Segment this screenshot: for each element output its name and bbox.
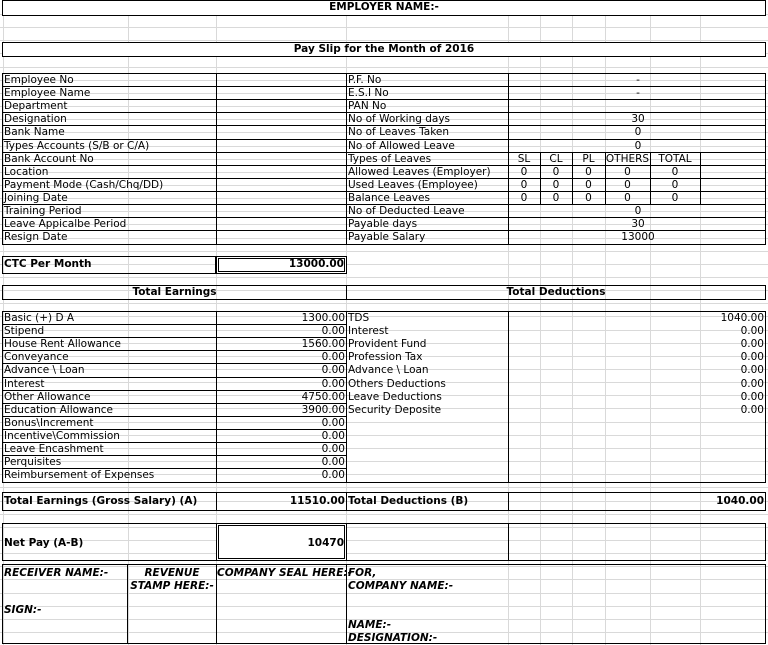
earning-label[interactable]: Interest [4, 378, 45, 390]
leave-value[interactable]: 0 [624, 192, 631, 204]
total-deductions-label[interactable]: Total Deductions (B) [348, 495, 469, 507]
grid-row-line [0, 303, 768, 304]
earning-value[interactable]: 0.00 [321, 351, 345, 363]
leave-value[interactable]: 0 [585, 166, 592, 178]
deduction-label[interactable]: Provident Fund [348, 338, 427, 350]
right-info-label[interactable]: Payable days [348, 218, 418, 230]
right-info-value[interactable]: - [636, 87, 640, 99]
deduction-label[interactable]: Others Deductions [348, 378, 446, 390]
earning-label[interactable]: Stipend [4, 325, 45, 337]
divider [700, 152, 701, 204]
deduction-label[interactable]: Advance \ Loan [348, 364, 429, 376]
deduction-value[interactable]: 1040.00 [720, 312, 764, 324]
earning-value[interactable]: 0.00 [321, 364, 345, 376]
leave-value[interactable]: 0 [552, 179, 560, 191]
deductions-title[interactable]: Total Deductions [506, 286, 606, 298]
deduction-value[interactable]: 0.00 [740, 391, 764, 403]
employee-info-label[interactable]: Resign Date [4, 231, 68, 243]
company-name-label[interactable]: COMPANY NAME:- [348, 580, 454, 592]
deduction-value[interactable]: 0.00 [740, 338, 764, 350]
earning-value[interactable]: 3900.00 [301, 404, 345, 416]
leave-value[interactable]: 0 [552, 166, 560, 178]
right-info-label[interactable]: Payable Salary [348, 231, 426, 243]
revenue-label[interactable]: REVENUE [144, 567, 200, 579]
grid-row-line [0, 67, 768, 68]
leave-value[interactable]: 0 [671, 192, 679, 204]
grid-row-line [0, 251, 768, 252]
earning-label[interactable]: Bonus\Increment [4, 417, 94, 429]
right-info-label[interactable]: No of Leaves Taken [348, 126, 450, 138]
right-info-label[interactable]: No of Working days [348, 113, 451, 125]
earning-label[interactable]: Perquisites [4, 456, 62, 468]
employer-name[interactable]: EMPLOYER NAME:- [329, 1, 439, 13]
right-info-label[interactable]: No of Allowed Leave [348, 140, 455, 152]
for-label[interactable]: FOR, [348, 567, 377, 579]
deduction-label[interactable]: TDS [348, 312, 370, 324]
employee-info-label[interactable]: Payment Mode (Cash/Chq/DD) [4, 179, 164, 191]
leave-value[interactable]: 0 [520, 192, 528, 204]
earning-label[interactable]: Other Allowance [4, 391, 91, 403]
earning-value[interactable]: 0.00 [321, 443, 345, 455]
leave-value[interactable]: 0 [585, 192, 592, 204]
earning-value[interactable]: 0.00 [321, 325, 345, 337]
right-info-label[interactable]: E.S.I No [348, 87, 389, 99]
right-info-value[interactable]: 0 [634, 205, 642, 217]
receiver-name-label[interactable]: RECEIVER NAME:- [4, 567, 109, 579]
employee-info-label[interactable]: Leave Appicalbe Period [4, 218, 127, 230]
earning-value[interactable]: 0.00 [321, 469, 345, 481]
deduction-label[interactable]: Leave Deductions [348, 391, 442, 403]
earning-label[interactable]: House Rent Allowance [4, 338, 121, 350]
divider [508, 492, 509, 511]
sign-label[interactable]: SIGN:- [4, 604, 42, 616]
leave-row-label[interactable]: Balance Leaves [348, 192, 430, 204]
earning-label[interactable]: Basic (+) D A [4, 312, 75, 324]
earning-value[interactable]: 1300.00 [301, 312, 345, 324]
leave-types-label[interactable]: Types of Leaves [348, 153, 432, 165]
leave-value[interactable]: 0 [520, 179, 528, 191]
right-info-value[interactable]: 0 [634, 126, 642, 138]
pay-slip-title[interactable]: Pay Slip for the Month of 2016 [293, 43, 475, 55]
earning-value[interactable]: 1560.00 [301, 338, 345, 350]
leave-value[interactable]: 0 [624, 166, 631, 178]
employee-info-label[interactable]: Types Accounts (S/B or C/A) [4, 140, 150, 152]
leave-value[interactable]: 0 [585, 179, 592, 191]
divider [508, 311, 509, 483]
deduction-value[interactable]: 0.00 [740, 364, 764, 376]
earning-label[interactable]: Reimbursement of Expenses [4, 469, 155, 481]
right-info-value[interactable]: 30 [631, 113, 645, 125]
net-pay-label[interactable]: Net Pay (A-B) [4, 537, 84, 549]
revenue-stamp-label[interactable]: STAMP HERE:- [130, 580, 214, 592]
ctc-label[interactable]: CTC Per Month [4, 258, 92, 270]
employee-info-label[interactable]: Bank Name [4, 126, 65, 138]
ctc-value[interactable]: 13000.00 [288, 258, 344, 270]
earning-value[interactable]: 0.00 [321, 456, 345, 468]
earning-value[interactable]: 0.00 [321, 378, 345, 390]
right-info-value[interactable]: 0 [634, 140, 642, 152]
employee-info-label[interactable]: Department [4, 100, 68, 112]
company-seal-label[interactable]: COMPANY SEAL HERE:- [217, 567, 352, 579]
deduction-label[interactable]: Interest [348, 325, 389, 337]
leave-value[interactable]: 0 [624, 179, 631, 191]
earning-value[interactable]: 0.00 [321, 417, 345, 429]
earning-label[interactable]: Advance \ Loan [4, 364, 85, 376]
employee-info-label[interactable]: Designation [4, 113, 67, 125]
right-info-label[interactable]: No of Deducted Leave [348, 205, 465, 217]
earning-value[interactable]: 0.00 [321, 430, 345, 442]
leave-value[interactable]: 0 [552, 192, 560, 204]
net-pay-right-box [346, 523, 766, 561]
leave-value[interactable]: 0 [671, 179, 679, 191]
deduction-value[interactable]: 0.00 [740, 404, 764, 416]
employee-info-label[interactable]: Employee No [4, 74, 74, 86]
designation-label[interactable]: DESIGNATION:- [348, 632, 438, 644]
deduction-value[interactable]: 0.00 [740, 351, 764, 363]
grid-row-line [0, 40, 768, 41]
grid-row-line [0, 277, 768, 278]
earning-label[interactable]: Education Allowance [4, 404, 113, 416]
divider [508, 523, 509, 561]
employee-info-label[interactable]: Location [4, 166, 49, 178]
leave-column-header[interactable]: PL [582, 153, 595, 165]
grid-row-line [0, 27, 768, 28]
employee-info-label[interactable]: Bank Account No [4, 153, 94, 165]
leave-row-label[interactable]: Allowed Leaves (Employer) [348, 166, 491, 178]
employee-info-label[interactable]: Employee Name [4, 87, 91, 99]
right-info-value[interactable]: 13000 [621, 231, 655, 243]
net-pay-value[interactable]: 10470 [307, 537, 344, 549]
leave-value[interactable]: 0 [520, 166, 528, 178]
deduction-label[interactable]: Profession Tax [348, 351, 423, 363]
leave-column-header[interactable]: SL [517, 153, 531, 165]
grid-row-line [0, 514, 768, 515]
leave-column-header[interactable]: OTHERS [605, 153, 650, 165]
leave-row-label[interactable]: Used Leaves (Employee) [348, 179, 478, 191]
right-info-value[interactable]: 30 [631, 218, 645, 230]
right-info-label[interactable]: P.F. No [348, 74, 382, 86]
grid-row-line [0, 487, 768, 488]
total-earnings-label[interactable]: Total Earnings (Gross Salary) (A) [4, 495, 198, 507]
employee-info-label[interactable]: Joining Date [4, 192, 68, 204]
earning-label[interactable]: Conveyance [4, 351, 69, 363]
deduction-label[interactable]: Security Deposite [348, 404, 442, 416]
total-deductions-value[interactable]: 1040.00 [716, 495, 764, 507]
earning-value[interactable]: 4750.00 [301, 391, 345, 403]
employee-info-label[interactable]: Training Period [4, 205, 82, 217]
leave-column-header[interactable]: TOTAL [658, 153, 692, 165]
earning-label[interactable]: Incentive\Commission [4, 430, 120, 442]
right-info-value[interactable]: - [636, 74, 640, 86]
divider [216, 492, 217, 511]
earnings-title[interactable]: Total Earnings [132, 286, 217, 298]
total-earnings-value[interactable]: 11510.00 [289, 495, 345, 507]
leave-column-header[interactable]: CL [549, 153, 563, 165]
deduction-value[interactable]: 0.00 [740, 378, 764, 390]
leave-value[interactable]: 0 [671, 166, 679, 178]
deduction-value[interactable]: 0.00 [740, 325, 764, 337]
name-label[interactable]: NAME:- [348, 619, 392, 631]
earning-label[interactable]: Leave Encashment [4, 443, 104, 455]
right-info-label[interactable]: PAN No [348, 100, 387, 112]
